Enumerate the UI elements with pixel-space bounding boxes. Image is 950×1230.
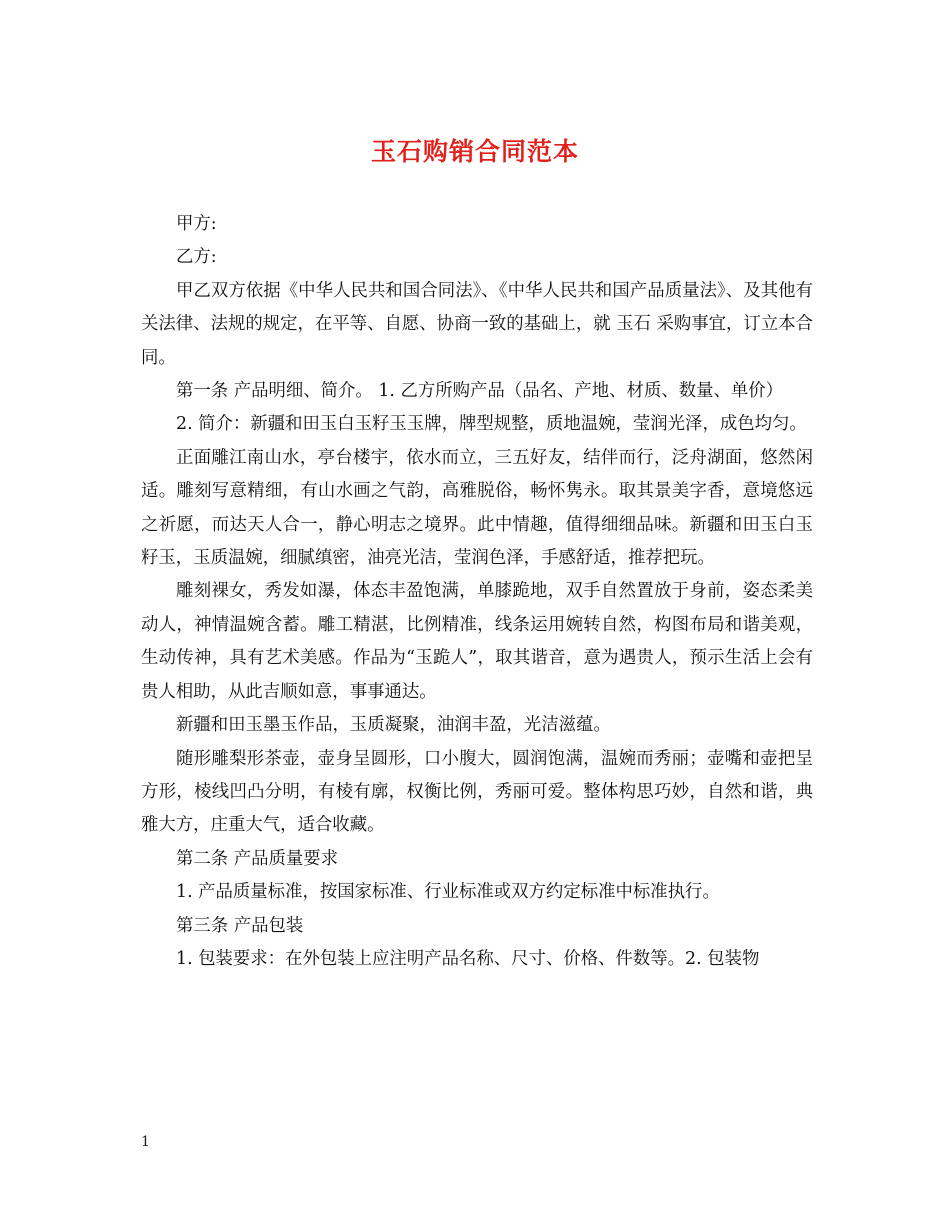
product-intro-paragraph: 2. 简介：新疆和田玉白玉籽玉玉牌，牌型规整，质地温婉，莹润光泽，成色均匀。 [176,414,807,435]
article-1-heading: 第一条 产品明细、简介。 1. 乙方所购产品（品名、产地、材质、数量、单价） [176,381,784,402]
document-body [141,208,813,976]
article-3-heading: 第三条 产品包装 [176,915,304,936]
party-b-line: 乙方: [176,247,217,268]
document-title: 玉石购销合同范本 [370,137,579,166]
party-a-line: 甲方: [176,214,217,234]
page-number: 1 [141,1134,150,1150]
product-desc-paragraph-2: 雕刻裸女，秀发如瀑，体态丰盈饱满，单膝跪地，双手自然置放于身前，姿态柔美动人，神情温婉含蓄。雕工精湛，比例精准，线条运用婉转自然，构图布局和谐美观，生动传神，具有艺术美感。作品为“玉跪人”，取其谐音，意为遇贵人，预示生活上会有贵人相助，从此吉顺如意，事事通达。 [141,581,813,702]
packaging-paragraph: 1. 包装要求：在外包装上应注明产品名称、尺寸、价格、件数等。2. 包装物 [176,948,760,969]
article-2-heading: 第二条 产品质量要求 [176,848,339,869]
product-desc-paragraph-1: 正面雕江南山水，亭台楼宇，依水而立，三五好友，结伴而行，泛舟湖面，悠然闲适。雕刻写意精细，有山水画之气韵，高雅脱俗，畅怀隽永。取其景美字香，意境悠远之祈愿，而达天人合一，静心明志之境界。此中情趣，值得细细品味。新疆和田玉白玉籽玉，玉质温婉，细腻缜密，油亮光洁，莹润色泽，手感舒适，推荐把玩。 [141,447,813,569]
quality-standard-paragraph: 1. 产品质量标准，按国家标准、行业标准或双方约定标准中标准执行。 [176,882,720,903]
preamble-paragraph: 甲乙双方依据《中华人民共和国合同法》、《中华人民共和国产品质量法》、及其他有关法律、法规的规定，在平等、自愿、协商一致的基础上，就 玉石 采购事宜，订立本合同。 [141,280,813,368]
product-desc-paragraph-3: 新疆和田玉墨玉作品，玉质凝聚，油润丰盈，光洁滋蕴。 [176,715,611,736]
product-desc-paragraph-4: 随形雕梨形茶壶，壶身呈圆形，口小腹大，圆润饱满，温婉而秀丽；壶嘴和壶把呈方形，棱线凹凸分明，有棱有廓，权衡比例，秀丽可爱。整体构思巧妙，自然和谐，典雅大方，庄重大气，适合收藏。 [141,748,813,836]
